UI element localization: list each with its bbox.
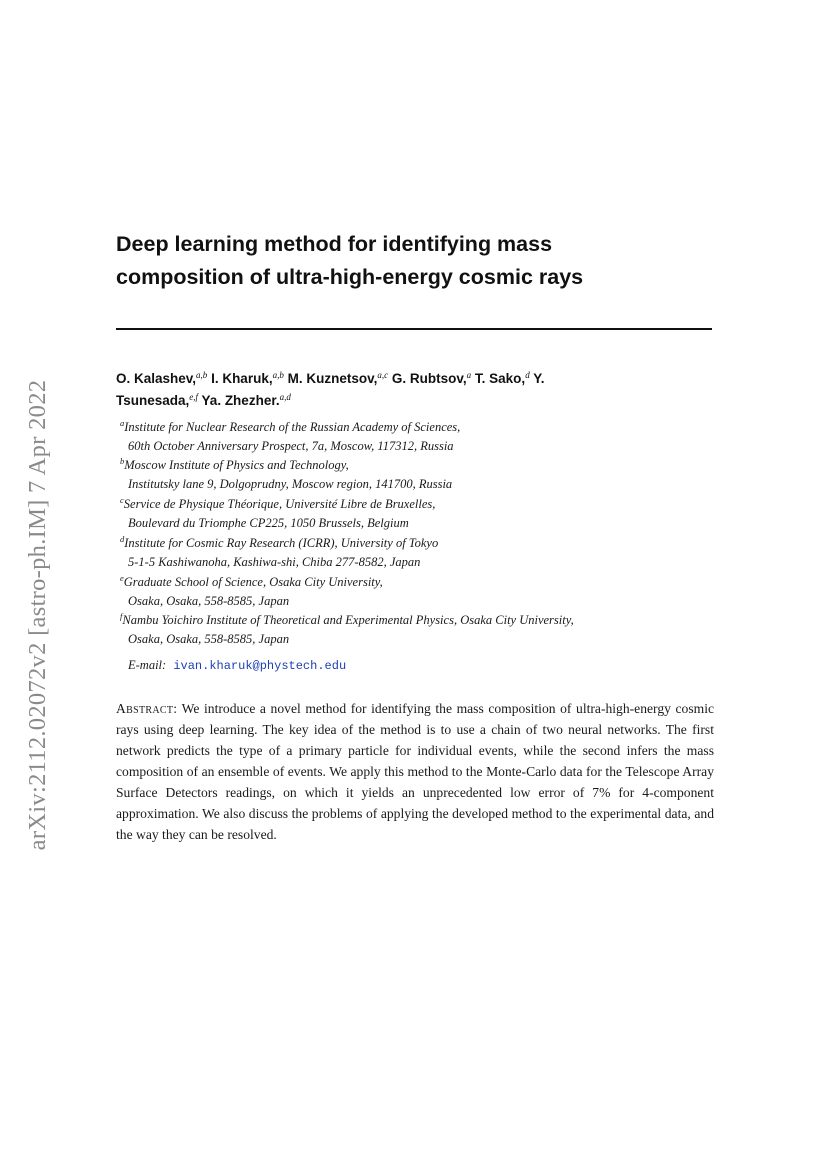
affiliation-address: Osaka, Osaka, 558-8585, Japan [128, 594, 290, 608]
affiliation-mark: c [120, 495, 124, 505]
affiliation-mark: e [120, 573, 124, 583]
author-name: O. Kalashev, [116, 371, 197, 386]
affiliation-mark: d [120, 534, 125, 544]
affiliation-line: $^a$Institute for Nuclear Research of the Russian Academy of Sciences, [120, 418, 461, 434]
abstract-label: Abstract: [116, 701, 178, 716]
email-label: E-mail: [128, 658, 167, 672]
author-affiliation-mark: d [525, 370, 530, 380]
author-name: G. Rubtsov, [391, 371, 467, 386]
author-affiliation-mark: a,b [196, 370, 208, 380]
affiliation-line: $^d$Institute for Cosmic Ray Research (ICRR), University of Tokyo [120, 534, 439, 550]
affiliation-address: 60th October Anniversary Prospect, 7a, Moscow, 117312, Russia [128, 439, 454, 453]
affiliation-a [120, 418, 720, 456]
arxiv-identifier: arXiv:2112.02072v2 [astro-ph.IM] 7 Apr 2022 [24, 379, 51, 851]
email-link[interactable]: ivan.kharuk@phystech.edu [173, 659, 347, 673]
affiliation-line: $^f$Nambu Yoichiro Institute of Theoretical and Experimental Physics, Osaka City University, [120, 611, 574, 627]
author-line-1 [116, 368, 716, 390]
author-name: Tsunesada, [116, 393, 190, 408]
author-affiliation-mark: a,b [272, 370, 284, 380]
affiliation-address: 5-1-5 Kashiwanoha, Kashiwa-shi, Chiba 277-8582, Japan [128, 555, 421, 569]
affiliation-address: Institutsky lane 9, Dolgoprudny, Moscow region, 141700, Russia [128, 477, 453, 491]
title-line-2: composition of ultra-high-energy cosmic rays [116, 265, 584, 289]
affiliation-b [120, 456, 720, 494]
author-name: M. Kuznetsov, [287, 371, 378, 386]
author-name: T. Sako, [474, 371, 526, 386]
affiliation-e [120, 573, 720, 611]
affiliation-line: $^c$Service de Physique Théorique, Université Libre de Bruxelles, [120, 495, 436, 511]
author-name: I. Kharuk, [211, 371, 273, 386]
affiliation-c [120, 495, 720, 533]
affiliation-mark: a [120, 418, 125, 428]
author-list [116, 368, 716, 412]
author-affiliation-mark: a [466, 370, 472, 380]
affiliation-line: $^e$Graduate School of Science, Osaka City University, [120, 573, 383, 589]
author-affiliation-mark: e,f [189, 392, 199, 402]
author-affiliation-mark: a,c [377, 370, 389, 380]
affiliation-address: Boulevard du Triomphe CP225, 1050 Brussels, Belgium [128, 516, 409, 530]
affiliation-f [120, 611, 720, 649]
author-name: Ya. Zhezher. [201, 393, 280, 408]
abstract [116, 698, 714, 845]
author-line-2 [116, 390, 716, 412]
paper-title [116, 228, 676, 294]
title-rule [116, 328, 712, 330]
affiliation-d [120, 534, 720, 572]
title-line-1: Deep learning method for identifying mass [116, 232, 553, 256]
abstract-text: We introduce a novel method for identifying the mass composition of ultra-high-energy cosmic rays using deep learning. The key idea of the method is to use a chain of two neural networks. The first network predicts the type of a primary particle for individual events, while the second infers the mass composition of an ensemble of events. We apply this method to the Monte-Carlo data for the Telescope Array Surface Detectors readings, on which it yields an unprecedented low error of 7% for 4-component approximation. We also discuss the problems of applying the developed method to the experimental data, and the way they can be resolved. [116, 701, 715, 842]
contact-email [128, 656, 346, 676]
affiliation-mark: f [120, 611, 123, 621]
affiliation-mark: b [120, 456, 125, 466]
affiliation-address: Osaka, Osaka, 558-8585, Japan [128, 632, 290, 646]
author-name: Y. [533, 371, 545, 386]
author-affiliation-mark: a,d [279, 392, 291, 402]
affiliation-line: $^b$Moscow Institute of Physics and Technology, [120, 456, 349, 472]
